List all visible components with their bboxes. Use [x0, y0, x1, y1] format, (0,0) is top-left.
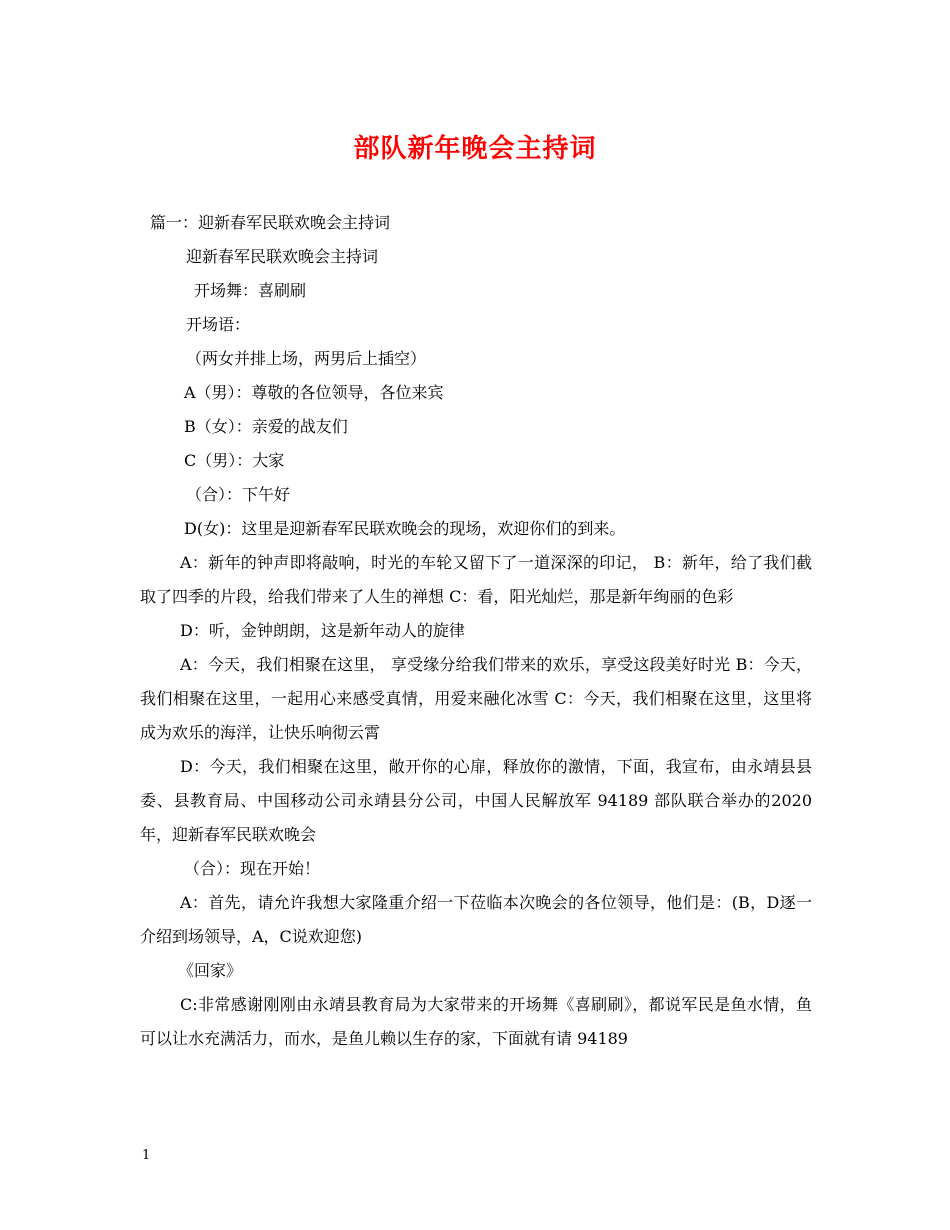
paragraph: A：新年的钟声即将敲响，时光的车轮又留下了一道深深的印记， B：新年，给了我们截取了四季的片段，给我们带来了人生的禅想 C：看，阳光灿烂，那是新年绚丽的色彩 — [140, 553, 812, 606]
paragraph: 开场语： — [186, 315, 251, 334]
paragraph: （合）：下午好 — [186, 485, 291, 504]
document-body — [140, 206, 812, 1056]
paragraph: B（女）：亲爱的战友们 — [184, 417, 348, 436]
paragraph: A（男）：尊敬的各位领导，各位来宾 — [184, 383, 444, 402]
paragraph: D：今天，我们相聚在这里，敞开你的心扉，释放你的激情，下面，我宣布，由永靖县县委、县教育局、中国移动公司永靖县分公司，中国人民解放军 94189 部队联合举办的2020年，迎新春军民联欢晚会 — [140, 757, 812, 844]
paragraph: A：今天，我们相聚在这里， 享受缘分给我们带来的欢乐，享受这段美好时光 B：今天，我们相聚在这里，一起用心来感受真情，用爱来融化冰雪 C：今天，我们相聚在这里，这里将成为欢乐的海洋，让快乐响彻云霄 — [140, 655, 812, 742]
paragraph: 《回家》 — [178, 961, 243, 980]
page-number: 1 — [142, 1148, 151, 1163]
paragraph: 开场舞：喜刷刷 — [194, 281, 307, 300]
paragraph: C:非常感谢刚刚由永靖县教育局为大家带来的开场舞《喜刷刷》，都说军民是鱼水情，鱼可以让水充满活力，而水，是鱼儿赖以生存的家，下面就有请 94189 — [140, 995, 812, 1048]
paragraph: 迎新春军民联欢晚会主持词 — [186, 247, 379, 266]
paragraph: D(女)：这里是迎新春军民联欢晚会的现场，欢迎你们的到来。 — [184, 519, 626, 538]
paragraph: （合）：现在开始！ — [184, 859, 321, 878]
section-heading: 篇一：迎新春军民联欢晚会主持词 — [150, 213, 391, 232]
paragraph: A：首先，请允许我想大家隆重介绍一下莅临本次晚会的各位领导，他们是：(B，D逐一介绍到场领导，A，C说欢迎您) — [140, 893, 812, 946]
paragraph: D：听，金钟朗朗，这是新年动人的旋律 — [180, 621, 465, 640]
paragraph: C（男）：大家 — [184, 451, 285, 470]
page-title: 部队新年晚会主持词 — [353, 134, 597, 164]
paragraph: （两女并排上场，两男后上插空） — [186, 349, 427, 368]
